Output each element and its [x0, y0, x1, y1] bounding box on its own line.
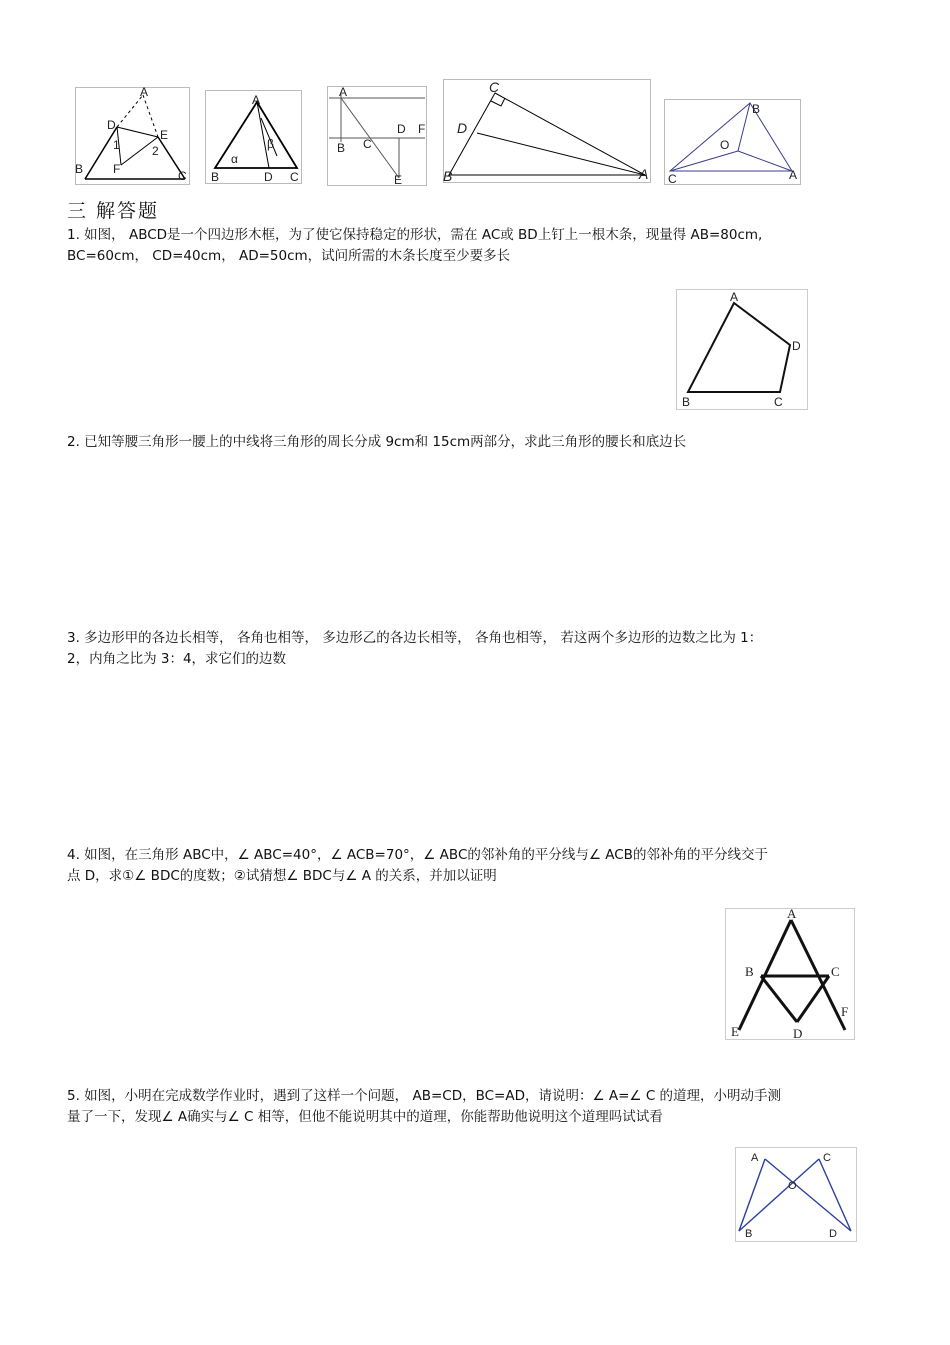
figure-4-right-triangle — [443, 79, 651, 183]
q5-label-d: D — [829, 1228, 837, 1240]
q4-label-f: F — [841, 1004, 849, 1019]
figure-1-triangle-fold — [75, 87, 190, 185]
fig4-label-d: D — [457, 120, 468, 136]
q5-label-o: O — [788, 1180, 797, 1192]
fig2-label-a: A — [252, 93, 261, 107]
figure-2-triangle-angles — [205, 90, 302, 184]
fig2-label-d: D — [264, 170, 273, 184]
fig2-label-beta: β — [267, 137, 274, 151]
fig4-label-b: B — [443, 168, 453, 183]
q1-label-c: C — [774, 395, 783, 409]
fig5-label-c: C — [668, 172, 677, 185]
fig3-label-b: B — [337, 141, 346, 155]
fig3-label-e: E — [394, 173, 403, 186]
question-1-quadrilateral-figure — [676, 289, 808, 410]
question-1 — [67, 225, 887, 267]
q4-label-b: B — [745, 964, 754, 979]
q1-label-a: A — [730, 290, 739, 304]
q4-label-c: C — [831, 964, 840, 979]
fig5-label-b: B — [752, 102, 761, 116]
fig3-label-f: F — [418, 122, 426, 136]
fig3-label-a: A — [339, 86, 348, 99]
question-5-crossed-lines-figure — [735, 1147, 857, 1242]
question-1-line-2: BC=60cm， CD=40cm， AD=50cm，试问所需的木条长度至少要多长 — [67, 248, 511, 264]
fig1-label-d: D — [107, 118, 116, 132]
q5-label-b: B — [745, 1228, 753, 1240]
question-2 — [67, 432, 887, 453]
question-4-line-1: 4. 如图，在三角形 ABC中，∠ ABC=40°，∠ ACB=70°，∠ ABC的邻补角的平分线与∠ ACB的邻补角的平分线交于 — [67, 847, 768, 863]
question-4 — [67, 845, 887, 887]
question-1-line-1: 1. 如图， ABCD是一个四边形木框，为了使它保持稳定的形状，需在 AC或 BD上钉上一根木条，现量得 AB=80cm, — [67, 227, 763, 243]
question-4-line-2: 点 D，求①∠ BDC的度数；②试猜想∠ BDC与∠ A 的关系，并加以证明 — [67, 868, 497, 884]
fig4-label-a: A — [639, 166, 649, 182]
q4-label-d: D — [793, 1026, 803, 1040]
figure-3-parallel-lines — [327, 86, 427, 186]
fig1-label-b: B — [75, 162, 84, 176]
question-4-triangle-figure — [725, 908, 855, 1040]
q5-label-a: A — [751, 1152, 759, 1164]
q1-label-b: B — [682, 395, 691, 409]
fig1-label-2: 2 — [152, 144, 159, 158]
section-heading: 三 解答题 — [67, 200, 160, 222]
question-3 — [67, 628, 887, 670]
q4-label-a: A — [787, 908, 797, 921]
fig2-label-c: C — [290, 170, 299, 184]
fig1-label-a: A — [140, 87, 149, 99]
question-3-line-2: 2，内角之比为 3：4，求它们的边数 — [67, 651, 287, 667]
fig3-label-d: D — [397, 122, 406, 136]
question-5 — [67, 1086, 887, 1128]
figure-5-triangle-point-o — [664, 99, 801, 185]
fig1-label-e: E — [160, 128, 169, 142]
fig5-label-a: A — [789, 168, 798, 182]
fig2-label-alpha: α — [231, 152, 238, 166]
fig3-label-c: C — [363, 137, 372, 151]
question-2-line-1: 2. 已知等腰三角形一腰上的中线将三角形的周长分成 9cm和 15cm两部分，求此三角形的腰长和底边长 — [67, 434, 687, 450]
fig1-label-c: C — [178, 169, 187, 183]
question-5-line-1: 5. 如图，小明在完成数学作业时，遇到了这样一个问题， AB=CD，BC=AD，请说明：∠ A=∠ C 的道理，小明动手测 — [67, 1088, 782, 1104]
q4-label-e: E — [731, 1024, 739, 1039]
fig4-label-c: C — [489, 79, 500, 95]
q5-label-c: C — [823, 1152, 831, 1164]
fig2-label-b: B — [211, 170, 220, 184]
fig1-label-1: 1 — [113, 138, 120, 152]
question-3-line-1: 3. 多边形甲的各边长相等， 各角也相等， 多边形乙的各边长相等， 各角也相等， 若这两个多边形的边数之比为 1： — [67, 630, 763, 646]
question-5-line-2: 量了一下，发现∠ A确实与∠ C 相等，但他不能说明其中的道理，你能帮助他说明这个道理吗试试看 — [67, 1109, 663, 1125]
fig5-label-o: O — [720, 138, 730, 152]
q1-label-d: D — [792, 339, 801, 353]
fig1-label-f: F — [113, 162, 121, 176]
